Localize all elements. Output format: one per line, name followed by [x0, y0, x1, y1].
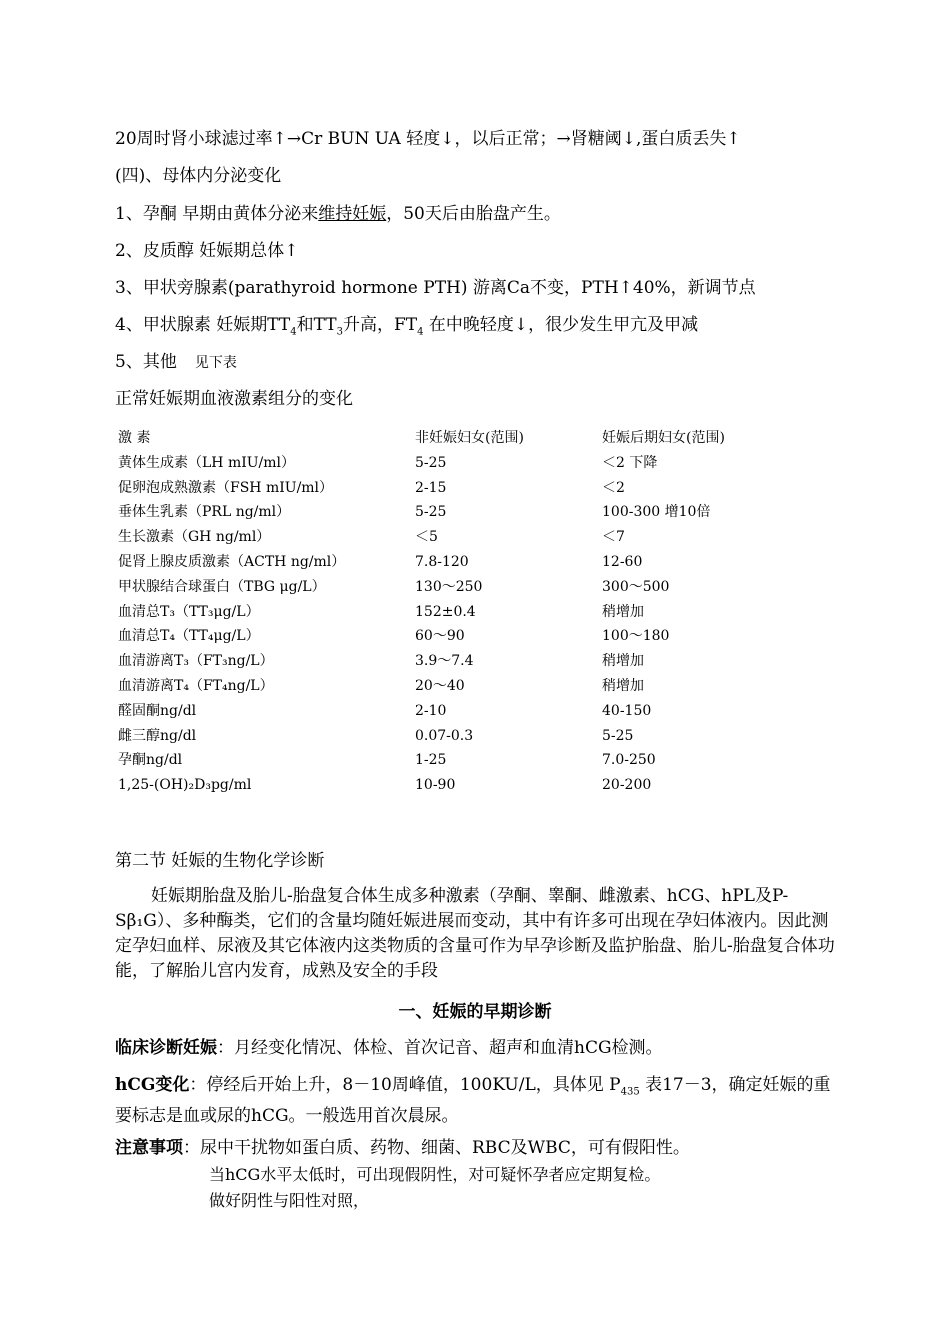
notes-item-1: ：尿中干扰物如蛋白质、药物、细菌、RBC及WBC，可有假阳性。	[183, 1138, 690, 1158]
table-row	[115, 699, 835, 724]
table-cell: 黄体生成素（LH mIU/ml）	[118, 454, 296, 471]
table-cell: 稍增加	[602, 677, 644, 694]
notes-item-3: 做好阴性与阳性对照，	[209, 1191, 370, 1210]
table-row	[115, 649, 835, 674]
table-cell: 300～500	[602, 578, 670, 595]
table-header-row	[115, 426, 835, 451]
notes-first-line	[115, 1136, 837, 1160]
thyroid-sub-b: 3	[336, 326, 343, 338]
table-cell: 130～250	[415, 578, 483, 595]
hcg-text-b: 表17－3，确定妊娠的重要标志是血或尿的hCG。一般选用首次晨尿。	[115, 1075, 831, 1127]
table-header-nonpregnant: 非妊娠妇女(范围)	[415, 430, 524, 446]
table-caption: 正常妊娠期血液激素组分的变化	[115, 389, 353, 409]
progesterone-underlined: 维持妊娠	[318, 204, 387, 224]
cortisol-line: 2、皮质醇 妊娠期总体↑	[115, 241, 299, 261]
table-cell: 20～40	[415, 677, 465, 694]
table-row	[115, 550, 835, 575]
table-row	[115, 724, 835, 749]
table-cell: 生长激素（GH ng/ml）	[118, 529, 271, 546]
table-row	[115, 748, 835, 773]
table-cell: 20-200	[602, 777, 652, 794]
table-cell: 100-300 增10倍	[602, 504, 711, 521]
table-cell: 152±0.4	[415, 603, 476, 620]
early-diagnosis-heading: 一、妊娠的早期诊断	[398, 1002, 552, 1022]
table-cell: ＜2	[602, 479, 625, 496]
progesterone-text-a: 1、孕酮 早期由黄体分泌来	[115, 204, 319, 224]
table-cell: 血清游离T₃（FT₃ng/L）	[118, 653, 274, 670]
thyroid-text-b: 和TT	[296, 315, 337, 335]
table-cell: 1,25-(OH)₂D₃pg/ml	[118, 777, 252, 794]
hcg-label: hCG变化	[115, 1075, 190, 1095]
table-cell: 促肾上腺皮质激素（ACTH ng/ml）	[118, 553, 346, 570]
table-cell: ＜7	[602, 529, 625, 546]
hcg-change-block	[115, 1073, 837, 1128]
table-cell: 7.8-120	[415, 553, 469, 570]
clinical-text: ：月经变化情况、体检、首次记音、超声和血清hCG检测。	[217, 1038, 663, 1058]
table-cell: 100～180	[602, 628, 670, 645]
table-cell: 2-15	[415, 479, 447, 496]
clinical-diagnosis-line	[115, 1036, 837, 1060]
notes-label: 注意事项	[115, 1138, 183, 1158]
table-row	[115, 600, 835, 625]
table-row	[115, 624, 835, 649]
table-cell: 垂体生乳素（PRL ng/ml）	[118, 504, 291, 521]
table-header-late-pregnant: 妊娠后期妇女(范围)	[602, 430, 725, 446]
table-cell: 2-10	[415, 702, 447, 719]
table-cell: 雌三醇ng/dl	[118, 727, 197, 744]
table-cell: 0.07-0.3	[415, 727, 474, 744]
table-cell: 血清总T₃（TT₃μg/L）	[118, 603, 260, 620]
table-cell: 7.0-250	[602, 752, 656, 769]
thyroid-text-d: 在中晚轻度↓，很少发生甲亢及甲减	[423, 315, 699, 335]
section-heading-endocrine: (四)、母体内分泌变化	[115, 166, 282, 186]
table-row	[115, 525, 835, 550]
clinical-label: 临床诊断妊娠	[115, 1038, 217, 1058]
hormone-table	[115, 426, 835, 798]
table-cell: 促卵泡成熟激素（FSH mIU/ml）	[118, 479, 334, 496]
table-cell: 甲状腺结合球蛋白（TBG μg/L）	[118, 578, 326, 595]
table-row	[115, 575, 835, 600]
kidney-line: 20周时肾小球滤过率↑→Cr BUN UA 轻度↓，以后正常；→肾糖阈↓,蛋白质丢失↑	[115, 129, 741, 149]
table-cell: 1-25	[415, 752, 447, 769]
table-row	[115, 500, 835, 525]
table-cell: 血清总T₄（TT₄μg/L）	[118, 628, 260, 645]
paragraph-text: 妊娠期胎盘及胎儿-胎盘复合体生成多种激素（孕酮、睾酮、雌激素、hCG、hPL及P-Sβ₁G）、多种酶类，它们的含量均随妊娠进展而变动，其中有许多可出现在孕妇体液内。因此测定孕妇血样、尿液及其它体液内这类物质的含量可作为早孕诊断及监护胎盘、胎儿-胎盘复合体功能，了解胎儿宫内发育，成熟及安全的手段	[115, 886, 835, 981]
table-cell: ＜2 下降	[602, 454, 658, 471]
table-cell: 12-60	[602, 553, 643, 570]
table-row	[115, 476, 835, 501]
table-row	[115, 773, 835, 798]
other-note: 见下表	[194, 355, 237, 371]
notes-item-2: 当hCG水平太低时，可出现假阴性，对可疑怀孕者应定期复检。	[209, 1165, 661, 1184]
table-cell: 3.9～7.4	[415, 653, 474, 670]
table-cell: 血清游离T₄（FT₄ng/L）	[118, 677, 274, 694]
table-cell: 稍增加	[602, 653, 644, 670]
thyroid-line	[115, 314, 698, 343]
table-cell: 5-25	[415, 504, 447, 521]
table-cell: 10-90	[415, 777, 456, 794]
other-label: 5、其他	[115, 352, 177, 372]
section-paragraph	[115, 884, 837, 984]
table-cell: 40-150	[602, 702, 652, 719]
table-cell: 醛固酮ng/dl	[118, 702, 197, 719]
progesterone-text-b: ，50天后由胎盘产生。	[386, 204, 561, 224]
table-cell: 孕酮ng/dl	[118, 752, 183, 769]
hcg-sub: 435	[620, 1086, 640, 1098]
thyroid-sub-c: 4	[417, 326, 424, 338]
table-cell: 60～90	[415, 628, 465, 645]
table-cell: 稍增加	[602, 603, 644, 620]
thyroid-sub-a: 4	[290, 326, 297, 338]
table-cell: 5-25	[415, 454, 447, 471]
thyroid-text-a: 4、甲状腺素 妊娠期TT	[115, 315, 291, 335]
thyroid-text-c: 升高，FT	[342, 315, 418, 335]
table-cell: ＜5	[415, 529, 438, 546]
table-header-hormone: 激 素	[118, 430, 151, 446]
hcg-text-a: ：停经后开始上升，8－10周峰值，100KU/L，具体见 P	[189, 1075, 621, 1095]
section-title: 第二节 妊娠的生物化学诊断	[115, 851, 325, 871]
progesterone-line	[115, 203, 561, 225]
table-row	[115, 451, 835, 476]
table-cell: 5-25	[602, 727, 634, 744]
other-line	[115, 351, 237, 374]
pth-line: 3、甲状旁腺素(parathyroid hormone PTH) 游离Ca不变，PTH↑40%，新调节点	[115, 278, 756, 298]
table-row	[115, 674, 835, 699]
